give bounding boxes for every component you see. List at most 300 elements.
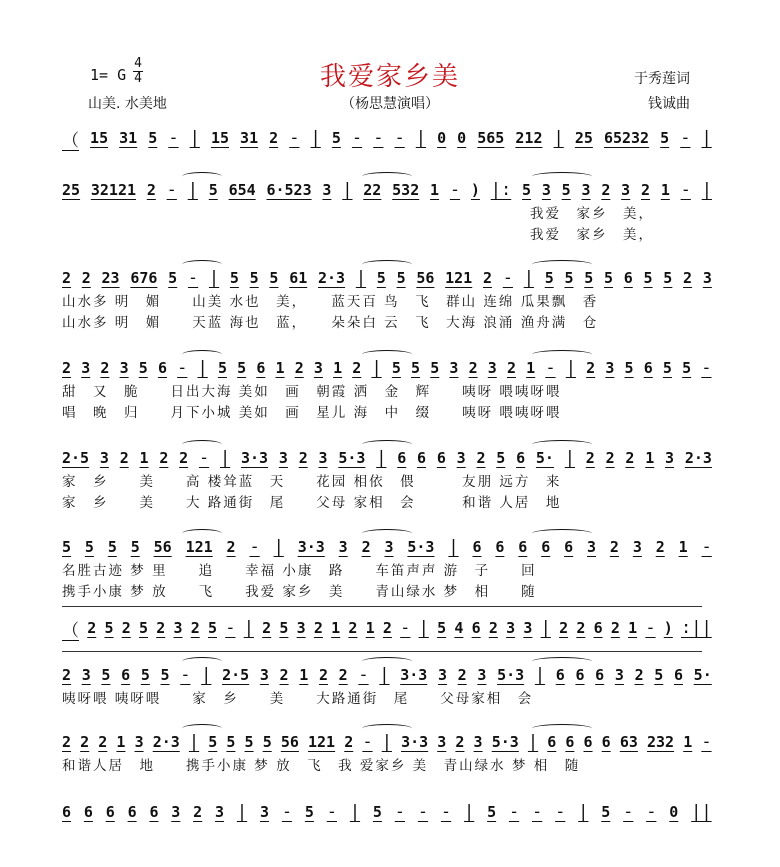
- note-group: 0: [457, 129, 467, 147]
- note-group: 5: [487, 803, 497, 821]
- barline: |: [243, 618, 254, 638]
- notation-line: [62, 266, 712, 290]
- note-group: 654: [228, 181, 256, 199]
- slur-mark: [532, 529, 592, 538]
- lyric-line: [62, 687, 712, 708]
- note-group: 5: [279, 619, 289, 637]
- note-group: 3: [487, 359, 497, 377]
- barline: |: [464, 802, 475, 822]
- note-group: 3: [614, 666, 624, 684]
- note-group: 2: [640, 181, 651, 199]
- note-group: ): [470, 181, 480, 199]
- note-group: 32121: [90, 181, 137, 199]
- note-group: 5: [430, 359, 440, 377]
- note-group: 6: [593, 619, 603, 637]
- note-group: -: [701, 358, 712, 378]
- singer-credit: （杨思慧演唱）: [341, 96, 439, 112]
- slur-mark: [182, 260, 222, 269]
- note-group: 3: [437, 733, 447, 751]
- note-group: -: [680, 180, 691, 200]
- note-group: 1: [628, 619, 638, 637]
- barline: |: [201, 665, 212, 685]
- note-group: 5: [138, 359, 148, 377]
- notation-line: [62, 616, 712, 640]
- note-group: 4: [454, 619, 464, 637]
- note-group: 5: [496, 449, 506, 467]
- note-group: 2: [559, 619, 569, 637]
- note-group: 5: [584, 269, 594, 287]
- lyric-text: 携手小康 梦 放 飞 我爱 家乡 美 青山绿水 梦 相 随: [62, 584, 537, 600]
- barline: |: [701, 128, 712, 148]
- slur-mark: [362, 657, 412, 666]
- note-group: 3: [81, 359, 91, 377]
- note-group: 5: [237, 359, 247, 377]
- note-group: 6: [564, 538, 574, 556]
- note-group: 2: [344, 733, 354, 751]
- note-group: 1: [645, 449, 655, 467]
- note-group: -: [166, 180, 177, 200]
- style-marking: 山美. 水美地: [88, 96, 167, 112]
- note-group: 3: [259, 666, 269, 684]
- note-group: 212: [515, 129, 543, 147]
- note-group: 2: [683, 269, 693, 287]
- lyric-line: [62, 470, 712, 491]
- note-group: 25: [574, 129, 593, 147]
- barline: |: [578, 802, 589, 822]
- note-group: 56: [416, 269, 435, 287]
- note-group: 5·3: [491, 733, 519, 751]
- note-group: 2: [269, 129, 279, 147]
- note-group: 5: [601, 803, 611, 821]
- note-group: 3: [477, 666, 487, 684]
- note-group: 6: [575, 666, 585, 684]
- key-signature: 1= G: [90, 66, 127, 84]
- note-group: 6: [121, 666, 131, 684]
- barline: |: [564, 448, 575, 468]
- note-group: 3: [702, 269, 712, 287]
- note-group: 65232: [603, 129, 650, 147]
- note-group: 2: [348, 619, 358, 637]
- slur-mark: [532, 172, 592, 181]
- note-group: 2: [576, 619, 586, 637]
- note-group: -: [555, 802, 566, 822]
- time-top: 4: [134, 56, 142, 71]
- note-group: 3: [171, 803, 181, 821]
- barline: |: [448, 537, 459, 557]
- composer-credit: 钱诚曲: [648, 96, 690, 112]
- note-group: 5·3: [338, 449, 366, 467]
- note-group: 1: [299, 666, 309, 684]
- note-group: 532: [392, 181, 420, 199]
- note-group: 5: [101, 666, 111, 684]
- note-group: 2: [634, 666, 644, 684]
- note-group: 2: [62, 269, 72, 287]
- slur-mark: [362, 529, 412, 538]
- score-row: [62, 126, 712, 150]
- note-group: 2: [655, 538, 665, 556]
- notation-line: [62, 730, 712, 754]
- barline: |: [415, 128, 427, 148]
- score-row: [62, 800, 712, 824]
- note-group: 1: [333, 359, 343, 377]
- note-group: -: [394, 802, 406, 822]
- note-group: 6: [601, 733, 611, 751]
- note-group: 2: [488, 619, 498, 637]
- note-group: 23: [101, 269, 120, 287]
- note-group: 15: [90, 129, 109, 147]
- lyric-text: 我爱 家乡 美，: [530, 206, 654, 222]
- note-group: 6: [516, 449, 526, 467]
- note-group: 5: [62, 538, 72, 556]
- note-group: 5: [624, 359, 634, 377]
- note-group: 2: [605, 449, 615, 467]
- note-group: 3: [278, 449, 288, 467]
- note-group: 2: [279, 666, 289, 684]
- note-group: -: [680, 128, 691, 148]
- note-group: 5: [372, 803, 382, 821]
- note-group: 2·3: [152, 733, 180, 751]
- note-group: 3·3: [401, 733, 429, 751]
- note-group: 3: [632, 538, 642, 556]
- note-group: 3: [581, 181, 591, 199]
- note-group: -: [508, 802, 520, 822]
- note-group: 2: [80, 733, 90, 751]
- lyric-text: 家 乡 美 大 路通街 尾 父母 家相 会 和谐 人居 地: [62, 495, 562, 511]
- notation-line: [62, 800, 712, 824]
- note-group: 1: [365, 619, 375, 637]
- barline: |: [197, 358, 208, 378]
- note-group: 2·3: [317, 269, 346, 287]
- note-group: 61: [289, 269, 308, 287]
- note-group: 1: [678, 538, 688, 556]
- note-group: -: [701, 732, 712, 752]
- lyric-text: 我爱 家乡 美，: [530, 227, 654, 243]
- note-group: 5: [262, 733, 272, 751]
- slur-mark: [362, 724, 412, 733]
- note-group: 121: [185, 538, 213, 556]
- note-group: -: [373, 128, 384, 148]
- note-group: 1: [430, 181, 440, 199]
- note-group: 5: [544, 269, 554, 287]
- barline: |: [349, 802, 361, 822]
- note-group: 6·523: [266, 181, 312, 199]
- note-group: 676: [130, 269, 158, 287]
- note-group: 6: [149, 803, 159, 821]
- note-group: 5: [411, 359, 421, 377]
- notation-line: [62, 356, 712, 380]
- note-group: 2: [81, 269, 91, 287]
- slur-mark: [182, 529, 222, 538]
- note-group: 6: [83, 803, 93, 821]
- note-group: 6: [583, 733, 593, 751]
- score-row: [62, 730, 712, 775]
- note-group: 5: [654, 666, 664, 684]
- note-group: 5: [104, 619, 114, 637]
- note-group: -: [417, 802, 429, 822]
- note-group: 5: [208, 181, 218, 199]
- score-row: [62, 356, 712, 422]
- lyric-line: [62, 290, 712, 311]
- score-row: [62, 266, 712, 332]
- score-row: [62, 616, 712, 640]
- note-group: 2: [156, 619, 166, 637]
- barline: |: [540, 618, 551, 638]
- slur-mark: [362, 260, 412, 269]
- note-group: -: [645, 618, 656, 638]
- note-group: 2: [382, 619, 392, 637]
- notation-line: [62, 535, 712, 559]
- note-group: -: [701, 537, 712, 557]
- barline: |: [381, 732, 392, 752]
- barline: |: [523, 268, 534, 288]
- note-group: ): [663, 619, 673, 637]
- note-group: 2: [609, 538, 619, 556]
- lyricist-credit: 于秀莲词: [634, 71, 690, 87]
- note-group: 5: [84, 538, 94, 556]
- note-group: 2·5: [222, 666, 250, 684]
- note-group: 0: [437, 129, 447, 147]
- note-group: 3: [215, 803, 225, 821]
- note-group: 5: [130, 538, 140, 556]
- note-group: 3: [437, 666, 447, 684]
- note-group: 5: [603, 269, 614, 287]
- note-group: -: [646, 802, 657, 822]
- note-group: 121: [308, 733, 336, 751]
- note-group: 3: [523, 619, 533, 637]
- note-group: 6: [623, 269, 633, 287]
- note-group: -: [249, 537, 260, 557]
- note-group: 2: [361, 538, 371, 556]
- barline: |: [355, 268, 367, 288]
- barline: |: [371, 358, 382, 378]
- note-group: 5: [207, 619, 217, 637]
- note-group: 25: [62, 181, 81, 199]
- barline: |: [219, 448, 231, 468]
- lyric-text: 山水多 明 媚 天蓝 海也 蓝， 朵朵白 云 飞 大海 浪涌 渔舟满 仓: [62, 315, 599, 331]
- note-group: 3: [99, 449, 109, 467]
- barline: |: [310, 128, 321, 148]
- note-group: 5: [269, 269, 279, 287]
- note-group: 2: [506, 359, 516, 377]
- lyric-line: [62, 754, 712, 775]
- note-group: 3: [384, 538, 394, 556]
- note-group: 6: [256, 359, 266, 377]
- note-group: 1: [275, 359, 285, 377]
- note-group: 5: [682, 359, 692, 377]
- note-group: -: [362, 732, 373, 752]
- note-group: 6: [105, 803, 115, 821]
- note-group: 3: [259, 803, 269, 821]
- notation-line: [62, 446, 712, 470]
- note-group: 2: [455, 733, 465, 751]
- note-group: 6: [417, 449, 427, 467]
- note-group: 5: [376, 269, 386, 287]
- lyric-line: [62, 380, 712, 401]
- barline: |: [379, 665, 390, 685]
- note-group: 3: [173, 619, 183, 637]
- score-row: [62, 178, 712, 244]
- note-group: 3: [473, 733, 483, 751]
- barline: |: [236, 802, 248, 822]
- note-group: 2: [482, 269, 492, 287]
- slur-mark: [532, 657, 592, 666]
- note-group: 3·3: [241, 449, 269, 467]
- note-group: 6: [127, 803, 137, 821]
- note-group: 3: [322, 181, 332, 199]
- score-row: [62, 663, 712, 708]
- slur-mark: [182, 657, 222, 666]
- note-group: 5: [561, 181, 571, 199]
- note-group: 2: [226, 538, 236, 556]
- barline: :||: [681, 618, 712, 638]
- note-group: 232: [646, 733, 675, 751]
- barline: |: [418, 618, 429, 638]
- note-group: 2: [352, 359, 362, 377]
- note-group: 6: [436, 449, 446, 467]
- note-group: 5: [331, 129, 341, 147]
- note-group: 5: [208, 733, 218, 751]
- slur-mark: [362, 172, 412, 181]
- slur-mark: [182, 350, 222, 359]
- note-group: 2: [262, 619, 272, 637]
- lyric-line: [62, 202, 712, 223]
- note-group: -: [281, 802, 293, 822]
- note-group: 3·3: [400, 666, 428, 684]
- note-group: 2: [457, 666, 467, 684]
- note-group: 5: [391, 359, 401, 377]
- slur-mark: [182, 724, 222, 733]
- note-group: -: [358, 665, 369, 685]
- notation-line: [62, 178, 712, 202]
- note-group: 6: [555, 666, 565, 684]
- note-group: 2: [100, 359, 110, 377]
- note-group: 0: [669, 803, 679, 821]
- note-group: 6: [471, 619, 481, 637]
- note-group: 6: [565, 733, 575, 751]
- note-group: 3: [296, 619, 306, 637]
- note-group: 3: [449, 359, 459, 377]
- note-group: 3: [318, 449, 328, 467]
- note-group: 1: [660, 181, 670, 199]
- note-group: -: [449, 180, 461, 200]
- note-group: 5: [662, 359, 672, 377]
- note-group: （: [62, 130, 79, 151]
- slur-mark: [362, 440, 412, 449]
- notation-line: [62, 663, 712, 687]
- note-group: 3: [621, 181, 631, 199]
- note-group: -: [326, 802, 337, 822]
- song-title: 我爱家乡美: [319, 62, 460, 92]
- note-group: 5: [226, 733, 236, 751]
- note-group: 2: [468, 359, 478, 377]
- note-group: 2: [601, 181, 611, 199]
- note-group: 2: [193, 803, 203, 821]
- note-group: 31: [119, 129, 138, 147]
- note-group: 6: [157, 359, 167, 377]
- note-group: -: [394, 128, 405, 148]
- barline: |: [527, 732, 539, 752]
- note-group: 2: [87, 619, 97, 637]
- note-group: 22: [363, 181, 382, 199]
- note-group: 3: [119, 359, 129, 377]
- note-group: 2: [159, 449, 169, 467]
- slur-mark: [532, 724, 592, 733]
- note-group: 2: [318, 666, 328, 684]
- note-group: 5: [138, 619, 148, 637]
- slur-mark: [362, 350, 412, 359]
- lyric-line: [62, 311, 712, 332]
- note-group: 6: [595, 666, 605, 684]
- note-group: 5: [522, 181, 532, 199]
- note-group: -: [351, 128, 363, 148]
- barline: |: [188, 732, 200, 752]
- note-group: 2: [298, 449, 308, 467]
- note-group: 2: [179, 449, 189, 467]
- note-group: 565: [477, 129, 505, 147]
- note-group: 1: [526, 359, 536, 377]
- slur-mark: [532, 350, 592, 359]
- note-group: 5: [217, 359, 227, 377]
- slur-mark: [532, 260, 592, 269]
- note-group: 121: [445, 269, 473, 287]
- note-group: 3: [605, 359, 615, 377]
- note-group: 3·3: [297, 538, 325, 556]
- barline: |: [208, 268, 220, 288]
- lyric-line: [62, 401, 712, 422]
- note-group: 1: [683, 733, 693, 751]
- time-signature: [133, 58, 143, 85]
- note-group: -: [168, 128, 179, 148]
- note-group: 5: [244, 733, 254, 751]
- note-group: 2: [610, 619, 620, 637]
- note-group: 6: [472, 538, 482, 556]
- note-group: 1: [116, 733, 126, 751]
- note-group: 63: [619, 733, 638, 751]
- lyric-line: [62, 223, 712, 244]
- note-group: -: [532, 802, 543, 822]
- lyric-text: 和谐人居 地 携手小康 梦 放 飞 我 爱家乡 美 青山绿水 梦 相 随: [62, 758, 581, 774]
- note-group: 5: [663, 269, 673, 287]
- note-group: 2·3: [684, 449, 712, 467]
- barline: |: [189, 128, 200, 148]
- lyric-text: 咦呀喂 咦呀喂 家 乡 美 大路通街 尾 父母家相 会: [62, 691, 534, 707]
- note-group: 3: [313, 359, 323, 377]
- note-group: 6: [547, 733, 557, 751]
- note-group: 5: [660, 129, 670, 147]
- note-group: 2: [146, 181, 156, 199]
- lyric-text: 唱 晚 归 月下小城 美如 画 星儿 海 中 缀 咦呀 喂咦呀喂: [62, 405, 562, 421]
- note-group: 3: [81, 666, 91, 684]
- note-group: 5·3: [497, 666, 525, 684]
- note-group: 1: [331, 619, 341, 637]
- lyric-text: 山水多 明 媚 山美 水也 美， 蓝天百 鸟 飞 群山 连绵 瓜果飘 香: [62, 294, 599, 310]
- lyric-line: [62, 559, 712, 580]
- note-group: 15: [210, 129, 229, 147]
- slur-mark: [182, 440, 222, 449]
- note-group: 2: [338, 666, 348, 684]
- note-group: 5: [148, 129, 158, 147]
- score-row: [62, 535, 712, 601]
- note-group: 6: [397, 449, 407, 467]
- note-group: 6: [541, 538, 551, 556]
- slur-mark: [182, 172, 222, 181]
- note-group: 2: [119, 449, 129, 467]
- lyric-text: 家 乡 美 高 楼耸蓝 天 花园 相依 偎 友朋 远方 来: [62, 474, 562, 490]
- note-group: 2: [625, 449, 635, 467]
- note-group: 6: [673, 666, 683, 684]
- note-group: -: [180, 665, 191, 685]
- notation-line: [62, 126, 712, 150]
